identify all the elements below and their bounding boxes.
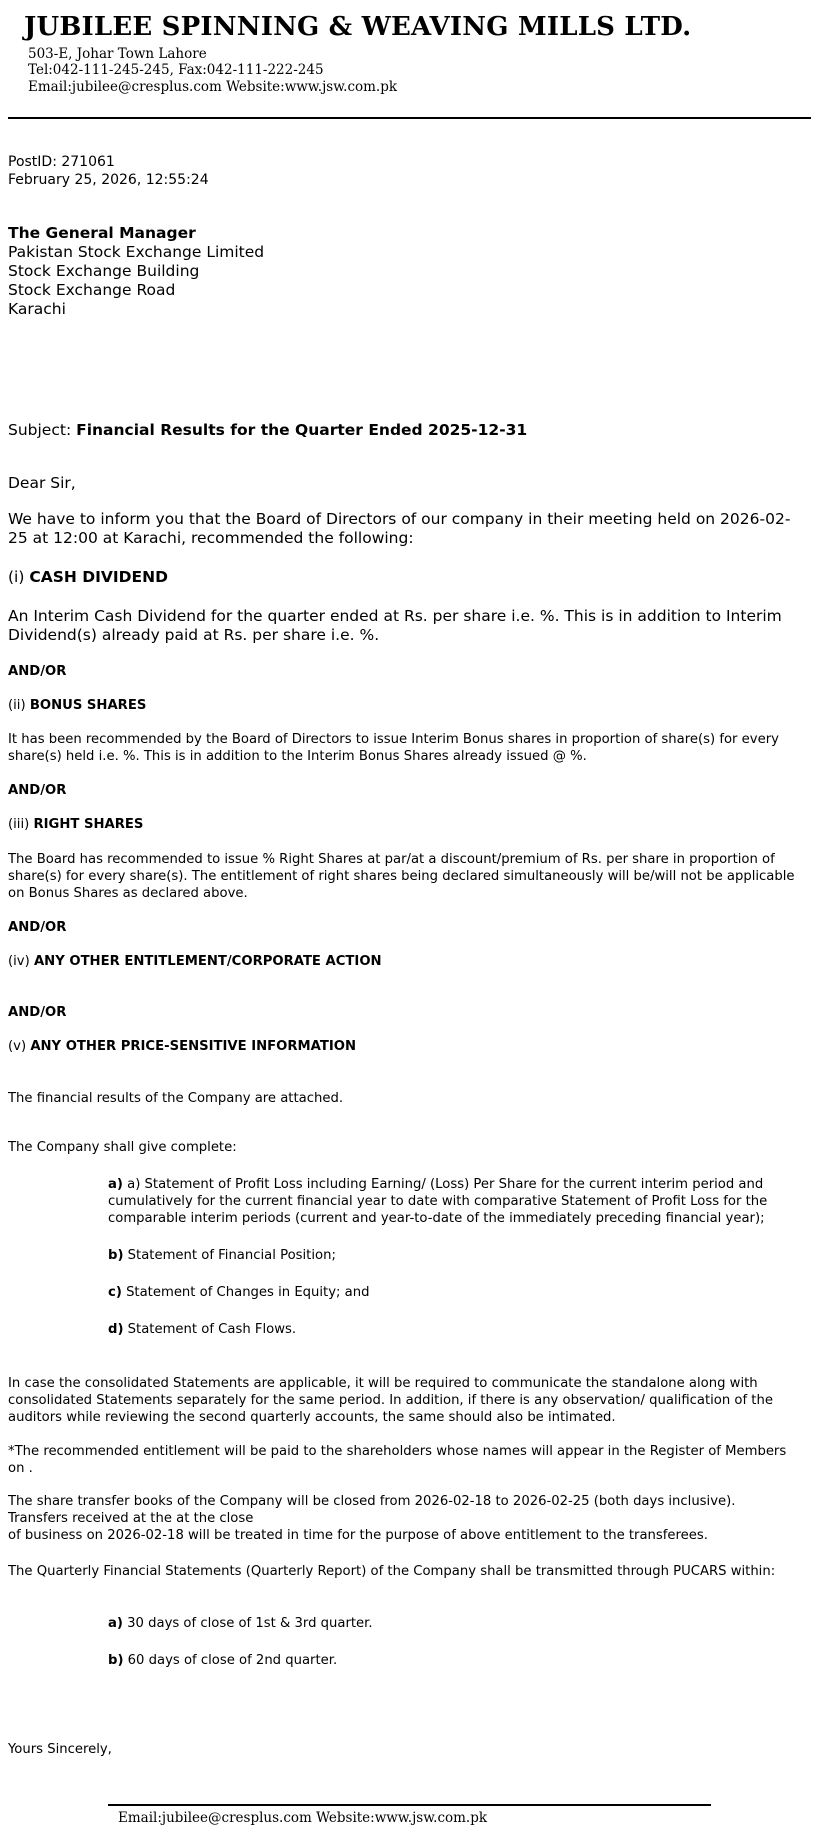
list-key: a): [108, 1177, 123, 1192]
list-item: [108, 1176, 798, 1227]
list-key: d): [108, 1322, 124, 1337]
subject-text: Financial Results for the Quarter Ended 2025-12-31: [76, 421, 528, 439]
and-or-separator: AND/OR: [8, 664, 67, 679]
results-attached: The financial results of the Company are attached.: [8, 1091, 344, 1106]
and-or-separator: AND/OR: [8, 1005, 67, 1020]
list-item: [108, 1615, 798, 1632]
list-text: 60 days of close of 2nd quarter.: [127, 1653, 338, 1668]
company-email-website: Email:jubilee@cresplus.com Website:www.jsw.com.pk: [28, 79, 398, 95]
recipient-title: The General Manager: [8, 224, 196, 242]
price-sensitive-heading: [8, 1039, 356, 1054]
footer-contact: Email:jubilee@cresplus.com Website:www.jsw.com.pk: [118, 1810, 488, 1826]
and-or-separator: AND/OR: [8, 783, 67, 798]
section-number: (i): [8, 568, 25, 586]
cash-dividend-text: An Interim Cash Dividend for the quarter ended at Rs. per share i.e. %. This is in addition to Interim Dividend(s) already paid at Rs. per share i.e. %.: [8, 607, 782, 644]
transfer-books-line: of business on 2026-02-18 will be treated in time for the purpose of above entitlement to the transferees.: [8, 1528, 708, 1543]
salutation: Dear Sir,: [8, 474, 76, 492]
list-text: 30 days of close of 1st & 3rd quarter.: [127, 1616, 373, 1631]
post-datetime: February 25, 2026, 12:55:24: [8, 172, 209, 188]
section-number: (v): [8, 1039, 27, 1054]
other-entitlement-heading: [8, 954, 382, 969]
intro-paragraph: We have to inform you that the Board of Directors of our company in their meeting held on 2026-02-25 at 12:00 at Karachi, recommended the following:: [8, 510, 791, 547]
closing: Yours Sincerely,: [8, 1742, 112, 1757]
recipient-line: Stock Exchange Building: [8, 262, 200, 280]
right-shares-heading: [8, 817, 143, 832]
subject-label: Subject:: [8, 421, 72, 439]
section-number: (iii): [8, 817, 30, 832]
list-text: Statement of Financial Position;: [127, 1248, 336, 1263]
bonus-shares-text: It has been recommended by the Board of Directors to issue Interim Bonus shares in proportion of share(s) for every share(s) held i.e. %. This is in addition to the Interim Bonus Shares already issued @ %.: [8, 732, 779, 764]
list-text: Statement of Changes in Equity; and: [126, 1285, 370, 1300]
section-number: (ii): [8, 698, 26, 713]
recipient-line: Karachi: [8, 300, 66, 318]
section-title: BONUS SHARES: [29, 698, 147, 713]
company-phone-fax: Tel:042-111-245-245, Fax:042-111-222-245: [28, 62, 324, 78]
company-address: 503-E, Johar Town Lahore: [28, 46, 207, 62]
section-title: RIGHT SHARES: [33, 817, 144, 832]
section-number: (iv): [8, 954, 30, 969]
list-text: Statement of Cash Flows.: [127, 1322, 297, 1337]
list-key: b): [108, 1248, 124, 1263]
list-key: a): [108, 1616, 123, 1631]
give-complete: The Company shall give complete:: [8, 1140, 237, 1155]
list-item: [108, 1652, 798, 1669]
cash-dividend-heading: [8, 568, 168, 586]
list-key: b): [108, 1653, 124, 1668]
header-divider: [8, 117, 811, 119]
section-title: ANY OTHER PRICE-SENSITIVE INFORMATION: [30, 1039, 357, 1054]
footer-divider: [108, 1804, 711, 1806]
and-or-separator: AND/OR: [8, 920, 67, 935]
consolidated-paragraph: In case the consolidated Statements are applicable, it will be required to communicate the standalone along with consolidated Statements separately for the same period. In addition, if there is any observation/ qualification of the auditors while reviewing the second quarterly accounts, the same should also be intimated.: [8, 1376, 773, 1425]
pucars-paragraph: The Quarterly Financial Statements (Quarterly Report) of the Company shall be transmitted through PUCARS within:: [8, 1564, 776, 1579]
list-item: [108, 1321, 798, 1338]
recipient-line: Pakistan Stock Exchange Limited: [8, 243, 265, 261]
transfer-books-line: Transfers received at the at the close: [8, 1511, 254, 1526]
list-item: [108, 1247, 798, 1264]
section-title: ANY OTHER ENTITLEMENT/CORPORATE ACTION: [33, 954, 382, 969]
recipient-line: Stock Exchange Road: [8, 281, 176, 299]
section-title: CASH DIVIDEND: [29, 568, 168, 586]
list-item: [108, 1284, 798, 1301]
right-shares-text: The Board has recommended to issue % Right Shares at par/at a discount/premium of Rs. per share in proportion of share(s) for every share(s). The entitlement of right shares being declared simultaneously will be/will not be applicable on Bonus Shares as declared above.: [8, 852, 795, 901]
post-id: PostID: 271061: [8, 154, 115, 170]
subject-line: [8, 421, 527, 439]
bonus-shares-heading: [8, 698, 146, 713]
list-text: a) Statement of Profit Loss including Earning/ (Loss) Per Share for the current interim period and cumulatively for the current financial year to date with comparative Statement of Profit Loss for the comparable interim periods (current and year-to-date of the immediately preceding financial year);: [108, 1177, 768, 1226]
company-name: JUBILEE SPINNING & WEAVING MILLS LTD.: [24, 12, 692, 42]
entitlement-note: *The recommended entitlement will be paid to the shareholders whose names will appear in the Register of Members on .: [8, 1444, 787, 1476]
list-key: c): [108, 1285, 122, 1300]
transfer-books-line: The share transfer books of the Company will be closed from 2026-02-18 to 2026-02-25 (both days inclusive).: [8, 1494, 736, 1509]
